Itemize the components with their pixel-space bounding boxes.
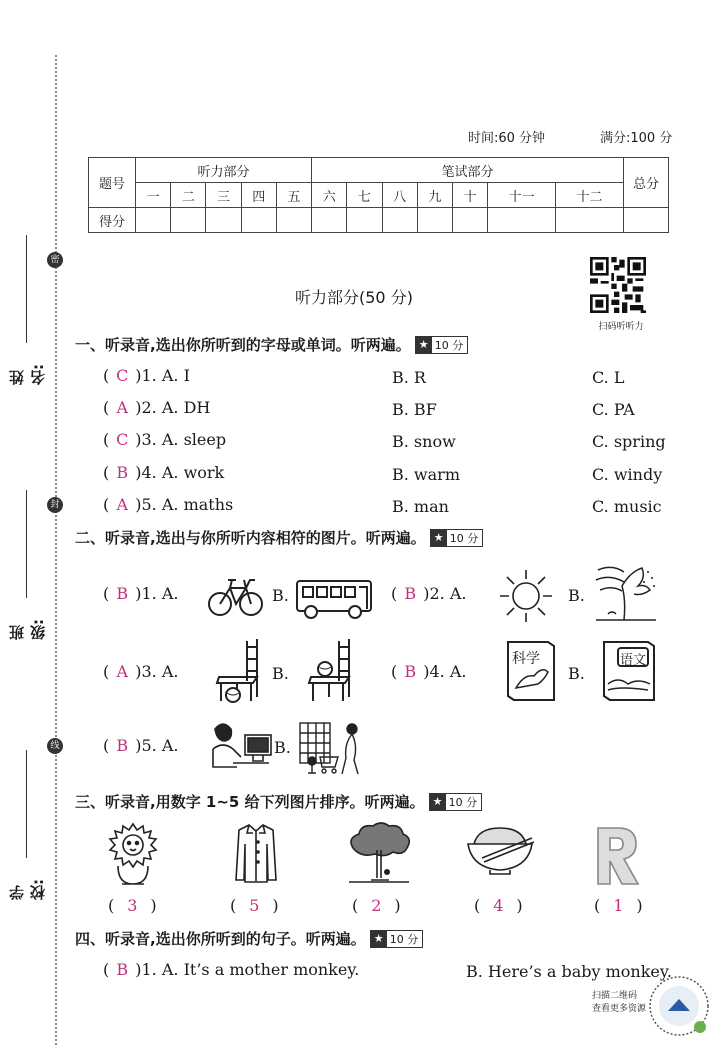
footer-caption-line1: 扫描二维码 [592,991,638,1001]
score-col: 二 [171,183,206,208]
answer-mark[interactable]: A [116,495,129,514]
part2-heading [75,527,483,548]
qr-code-icon[interactable] [590,257,646,313]
score-cell[interactable] [452,208,487,233]
option-b: B. BF [392,400,437,419]
part4-heading [75,928,423,949]
science-book-title: 科学 [512,651,540,667]
chinese-book-cover-icon [598,638,656,704]
name-label: 姓名: [8,364,47,385]
star-icon: ★ [431,530,447,546]
score-col: 六 [312,183,347,208]
option-c: C. L [592,368,625,387]
part1-title: 一、听录音,选出你所听到的字母或单词。听两遍。 [75,336,411,354]
option-b: B. [274,738,291,757]
option-b: B. R [392,368,426,387]
chinese-book-icon[interactable] [598,638,654,702]
question-option-a: )4. A. work [135,463,225,482]
part1-item: ( C )3. A. sleep [103,430,227,449]
windy-tree-icon[interactable] [594,562,658,622]
part2-item: ( A )3. A. [103,662,179,681]
score-cell[interactable] [276,208,311,233]
tree-icon[interactable] [347,822,411,884]
part1-points: 10 分 [434,338,464,352]
option-b: B. snow [392,432,456,451]
answer-mark[interactable]: B [404,584,417,603]
bicycle-icon[interactable] [208,570,263,618]
score-col: 四 [241,183,276,208]
option-b: B. [568,586,585,605]
part4-points: 10 分 [389,932,419,946]
score-cell[interactable] [488,208,556,233]
score-cell[interactable] [241,208,276,233]
order-blank-5: ( 1 ) [594,896,643,915]
binding-dotted-line [55,55,57,1045]
name-field[interactable] [8,235,47,385]
question-option-a: )1. A. I [135,366,190,385]
score-cell[interactable] [624,208,669,233]
footer-caption-line2: 查看更多资源 [592,1004,647,1014]
question-option-a: )2. A. DH [135,398,211,417]
option-b: B. man [392,497,449,516]
part1-item: ( C )1. A. I [103,366,190,385]
score-row-label: 得分 [89,208,136,233]
part3-points-badge [429,793,483,811]
part1-item: ( A )2. A. DH [103,398,211,417]
order-answer[interactable]: 1 [613,896,624,915]
school-label: 学校: [8,879,47,900]
score-cell[interactable] [312,208,347,233]
answer-mark[interactable]: A [116,662,129,681]
option-b: B. warm [392,465,460,484]
score-cell[interactable] [382,208,417,233]
option-b: B. Here’s a baby monkey. [466,962,672,981]
star-icon: ★ [371,931,387,947]
part1-heading [75,334,468,355]
order-blank-2: ( 5 ) [230,896,279,915]
part2-item: ( B )5. A. [103,736,179,755]
order-blank-1: ( 3 ) [108,896,157,915]
answer-mark[interactable]: A [116,398,129,417]
woman-computer-icon[interactable] [205,719,273,775]
question-option-a: )5. A. [135,736,179,755]
order-answer[interactable]: 3 [127,896,138,915]
score-table-listening: 听力部分 [136,158,312,183]
question-option-a: )5. A. maths [135,495,234,514]
option-b: B. [568,664,585,683]
score-cell[interactable] [206,208,241,233]
question-option-a: )3. A. sleep [135,430,227,449]
question-option-a: )2. A. [423,584,467,603]
part3-heading [75,791,482,812]
score-cell[interactable] [347,208,382,233]
science-book-icon[interactable] [502,638,554,700]
qr-caption: 扫码听听力 [598,322,644,332]
order-answer[interactable]: 4 [493,896,504,915]
score-table [88,157,669,233]
score-col: 九 [417,183,452,208]
score-col: 五 [276,183,311,208]
order-blank-4: ( 4 ) [474,896,523,915]
seal-mark-feng: 封 [47,497,63,513]
part3-points: 10 分 [448,795,478,809]
answer-mark[interactable]: B [404,662,417,681]
question-option-a: )1. A. It’s a mother monkey. [135,960,360,979]
option-c: C. spring [592,432,666,451]
star-icon: ★ [416,337,432,353]
score-col: 十二 [556,183,624,208]
listening-section-title: 听力部分(50 分) [295,288,413,307]
answer-mark[interactable]: C [116,366,129,385]
order-blank-3: ( 2 ) [352,896,401,915]
lion-icon[interactable] [108,822,158,886]
option-c: C. PA [592,400,635,419]
part2-item: ( B )1. A. [103,584,179,603]
resource-badge-icon[interactable] [648,975,710,1037]
chinese-book-title: 语文 [620,653,647,668]
full-score: 满分:100 分 [600,131,673,146]
score-col: 一 [136,183,171,208]
answer-mark[interactable]: B [116,463,129,482]
rice-bowl-icon[interactable] [464,824,534,876]
answer-mark[interactable]: C [116,430,129,449]
answer-mark[interactable]: B [116,584,129,603]
class-label: 班级: [8,619,47,640]
class-field[interactable] [8,490,47,640]
score-cell[interactable] [556,208,624,233]
answer-mark[interactable]: B [116,960,129,979]
part2-points-badge [430,529,484,547]
order-answer[interactable]: 5 [249,896,260,915]
part1-item: ( A )5. A. maths [103,495,234,514]
part2-points: 10 分 [449,531,479,545]
footer-caption [592,990,650,1016]
school-field[interactable] [8,750,47,900]
score-col: 三 [206,183,241,208]
option-c: C. music [592,497,662,516]
chair-ball-on-icon[interactable] [305,637,355,705]
part2-item: ( B )4. A. [391,662,467,681]
exam-time: 时间:60 分钟 [468,131,546,146]
part4-points-badge [370,930,424,948]
bus-icon[interactable] [295,578,373,620]
star-icon: ★ [430,794,446,810]
part3-title: 三、听录音,用数字 1~5 给下列图片排序。听两遍。 [75,793,425,811]
chair-ball-under-icon[interactable] [213,637,263,705]
part1-item: ( B )4. A. work [103,463,225,482]
score-table-title: 题号 [89,158,136,208]
part1-points-badge [415,336,469,354]
score-cell[interactable] [417,208,452,233]
shirt-icon[interactable] [234,822,278,884]
part2-title: 二、听录音,选出与你所听内容相符的图片。听两遍。 [75,529,426,547]
option-c: C. windy [592,465,663,484]
score-cell[interactable] [136,208,171,233]
letter-r-icon[interactable] [592,824,642,888]
score-table-total: 总分 [624,158,669,208]
score-table-writing: 笔试部分 [312,158,624,183]
score-col: 七 [347,183,382,208]
part2-item: ( B )2. A. [391,584,467,603]
order-answer[interactable]: 2 [371,896,382,915]
part4-item: ( B )1. A. It’s a mother monkey. [103,960,360,979]
part4-title: 四、听录音,选出你所听到的句子。听两遍。 [75,930,366,948]
score-col: 十 [452,183,487,208]
sun-icon[interactable] [498,568,554,624]
question-option-a: )1. A. [135,584,179,603]
seal-mark-mi: 密 [47,252,63,268]
score-col: 八 [382,183,417,208]
score-col: 十一 [488,183,556,208]
supermarket-shopping-icon[interactable] [298,719,366,775]
option-b: B. [272,586,289,605]
answer-mark[interactable]: B [116,736,129,755]
question-option-a: )3. A. [135,662,179,681]
seal-mark-xian: 线 [47,738,63,754]
score-cell[interactable] [171,208,206,233]
option-b: B. [272,664,289,683]
question-option-a: )4. A. [423,662,467,681]
